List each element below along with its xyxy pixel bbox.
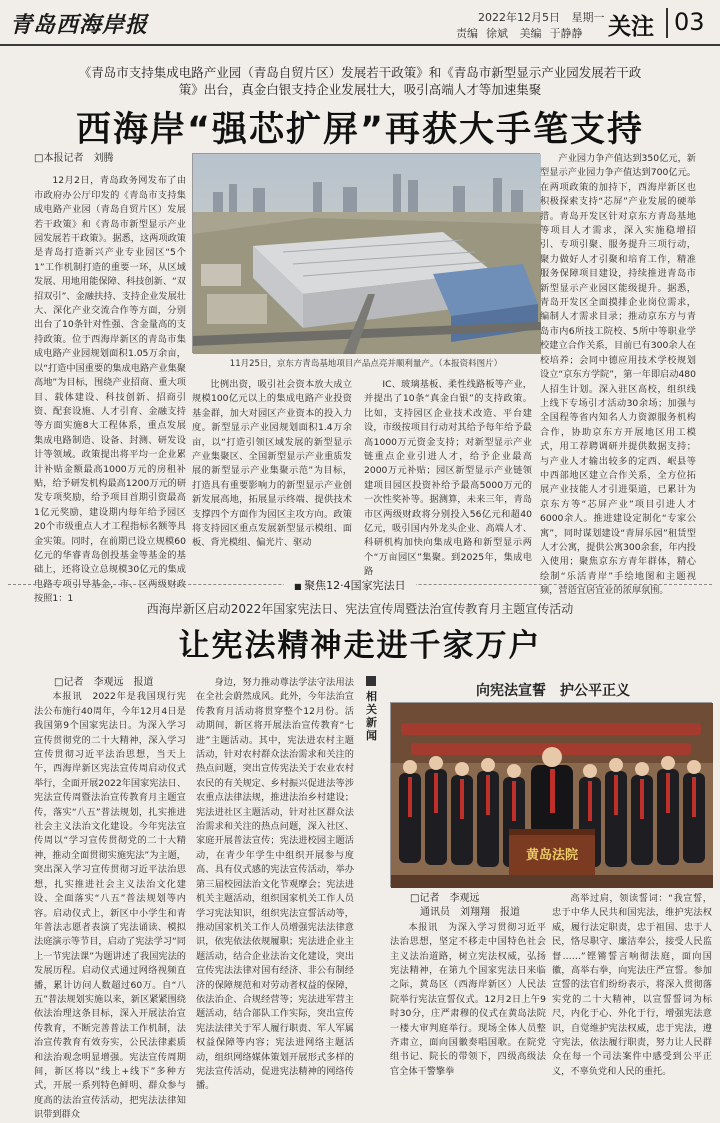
- story1-deck: 《青岛市支持集成电路产业园（青岛自贸片区）发展若干政策》和《青岛市新型显示产业园发展若干政策》出台，真金白银支持企业发展壮大，吸引高端人才等加速集聚: [78, 65, 642, 97]
- related-news-label: [366, 676, 380, 742]
- story1-title: 西海岸“强芯扩屏”再获大手笔支持: [75, 110, 644, 150]
- story2-col2-text: 身边，努力推动尊法学法守法用法在全社会蔚然成风。此外，今年法治宣传教育月活动将贯穿整个12月份。活动期间，新区将开展法治宣传教育“七进”主题活动。其中，宪法进农村主题活动，针对农村群众法治需求和关注的热点问题，突出宣传宪法关于农业农村农民的有关规定、乡村振兴促进法等涉农重点法律法规，推进法治乡村建设；宪法进社区主题活动，针对社区群众法治需求和关注的热点问题，深入社区、家庭开展普法宣传；宪法进校园主题活动，在青少年学生中组织开展参与度高、具有仪式感的宪法宣传活动，举办第三届校园法治文化节观摩会；宪法进机关主题活动，组织国家机关工作人员学习宪法知识，组织宪法宣誓活动等，推动国家机关工作人员增强宪法法律意识，依宪依法依规履职；宪法进企业主题活动，结合企业法治文化建设，突出宣传宪法法律对国有经济、非公有制经济的保障规范和对劳动者权益的保障，依法治企、合规经营等；宪法进军营主题活动，结合部队工作实际，突出宣传宪法法律关于军人履行职责、军人军属权益保障等内容；宪法进网络主题活动，组织网络媒体策划开展形式多样的宪法宣传活动，促进宪法精神的网络传播。: [196, 677, 354, 1092]
- story1-column-b: [192, 378, 352, 574]
- story2-sub-byline2: 通讯员 刘翔翔 报道: [420, 907, 520, 919]
- oath-ceremony-illustration: [391, 703, 713, 888]
- related-news-mark: [366, 676, 376, 686]
- factory-aerial-photo: [192, 153, 540, 353]
- related-news-text: 相关新闻: [366, 690, 377, 742]
- story1-colc-text: IC、玻璃基板、柔性线路板等产业，并提出了10条“真金白银”的支持政策。比如，支持园区企业技术改造、平台建设，市级按项目行动对其给予每年给予最高1000万元资金支持；对新型显示产业链重点企业引进人才，给予企业最高2000万元补贴；园区新型显示产业链领建项目园区投资补给予最高5000万元的一次性奖补等。据测算，未来三年，青岛市区两级财政将分别投入56亿元和超40亿元，吸引国内外龙头企业、高端人才、科研机构加快向集成电路和新型显示两个“万亩园区”集聚。到2025年，集成电路: [364, 379, 532, 578]
- paper-name: 青岛西海岸报: [10, 12, 149, 38]
- factory-aerial-illustration: [193, 154, 541, 354]
- editor-label: 责编: [456, 27, 478, 40]
- story2-subcol1-text: 本报讯 为深入学习贯彻习近平法治思想，坚定不移走中国特色社会主义法治道路，树立宪法权威，弘扬宪法精神，在第九个国家宪法日来临之际，黄岛区（西海岸新区）人民法院举行宪法宣誓仪式。12月2日上午9时30分，庄严肃穆的仪式在黄岛法院一楼大审判庭举行。现场全体人员整齐肃立，面向国徽奏唱国歌。在院党组书记、院长的带领下，四级高级法官全体干警擎拳: [390, 921, 546, 1077]
- court-sign: 黄岛法院: [525, 848, 579, 863]
- story2-col1-text: 本报讯 2022年是我国现行宪法公布施行40周年，今年12月4日是我国第9个国家宪法日。为深入学习宣传贯彻党的二十大精神，深入学习宣传贯彻习近平法治思想，当天上午，西海岸新区宪法宣传周启动仪式举行，全面开展2022年国家宪法日、宪法宣传周暨法治宣传教育月主题宣传，落实“八五”普法规划，扎实推进社会主义法治文化建设。今年宪法宣传周以“学习宣传贯彻党的二十大精神，推动全面贯彻实施宪法”为主题，突出深入学习宣传贯彻习近平法治思想，扎实推进社会主义法治文化建设、全面落实“八五”普法规划等内容。启动仪式上，新区中小学生和青年普法志愿者表演了宪法诵读、模拟法庭演示等节目，启动了宪法学习“同上一节宪法课”为题讲述了我国宪法的发展历程。启动仪式通过网络视频直播，累计访问人数超过60万。自“八五”普法规划实施以来，新区紧紧围绕依法治理这条目标，深入开展法治宣传教育，不断完善普法工作机制，法治宣传教育有效夯实，公民法律素质和法治观念明显增强。宪法宣传周期间，新区将以“线上+线下”多种方式，开展一系列特色鲜明、群众参与度高的法治宣传活动，把宪法法律知识带到群众: [34, 691, 187, 1121]
- story1-column-c: [364, 378, 532, 578]
- page-number: 03: [674, 8, 705, 36]
- story2-subcol2-text: 高举过肩，领读誓词：“我宣誓，忠于中华人民共和国宪法，维护宪法权威，履行法定职责，忠于祖国、忠于人民，恪尽职守、廉洁奉公，接受人民监督……”铿锵誓言响彻法庭，面向国徽，高举右拳，向宪法庄严宣誓。参加宣誓的法官们纷纷表示，将深入贯彻落实党的二十大精神，以宣誓誓词为标尺，内化于心、外化于行，增强宪法意识，自觉维护宪法权威，忠于宪法，遵守宪法，依法履行职责，努力让人民群众在每一个司法案件中感受到公平正义，不辜负党和人民的重托。: [552, 893, 712, 1077]
- issue-date: 2022年12月5日: [478, 11, 560, 24]
- oath-ceremony-photo: [390, 702, 712, 887]
- story2-column-2: [196, 676, 354, 1090]
- story2-deck: 西海岸新区启动2022年国家宪法日、宪法宣传周暨法治宣传教育月主题宣传活动: [146, 602, 574, 616]
- story1-column-1: [34, 152, 187, 605]
- editor-name: 徐斌: [486, 27, 508, 40]
- story2-byline: □记者 李观远 报道: [54, 677, 154, 688]
- editor-line: [456, 25, 591, 41]
- story2-title: 让宪法精神走进千家万户: [178, 628, 542, 664]
- story1-col1-text: 12月2日，青岛政务网发布了由市政府办公厅印发的《青岛市支持集成电路产业园（青岛自贸片区）发展若干政策》和《青岛市新型显示产业园发展若干政策》。据悉，这两项政策是青岛打造新兴产业专业园区“5个1”工作机制打造的重要一环，从区域发展、用地用能保障、科技创新、“双招双引”、金融扶持、支持企业发展壮大、深化产业交流合作等方面，分别出台了10条针对性强、含金量高的支持政策。位于西海岸新区的青岛市集成电路产业园规划面积1.05万余亩，以“打造中国重要的集成电路产业集聚高地”为目标，围绕产业招商、重大项目、载体建设、科技创新、招商引资、配套设施、人才引育、金融支持等方面实施8大工程体系，重点发展集成电路制造、设备、封测、研发设计等领域。政策提出将平均一企业累计补贴金额最高1000万元的房租补贴，给予研发机构最高1200万元的研发专项奖励，给予项目首期引资最高1亿元奖励，建设期内每年给予园区20个市级重点人才工程指标名额等具金实策。同时，在前期已设立规模60亿元的华睿青岛创投基金等基金的基础上，还将设立总规模30亿元的集成电路专项引导基金，市、区两级财政按照1：1: [34, 175, 187, 605]
- story1-column-right: [540, 152, 696, 597]
- topic-tag: ■ 聚焦12·4国家宪法日: [284, 577, 416, 593]
- story2-column-1: [34, 676, 187, 1121]
- designer-label: 美编: [519, 27, 542, 40]
- photo2-title: 向宪法宣誓 护公平正义: [476, 683, 630, 699]
- section-name: 关注: [608, 14, 654, 40]
- masthead-divider: [666, 8, 668, 38]
- story1-colright-text: 产业园力争产值达到350亿元，新型显示产业园力争产值达到700亿元。在两项政策的加持下，西海岸新区也积极探索支持“芯屏”产业发展的硬举措。青岛开发区针对京东方青岛基地等项目人才需求，深入实施稳增招引、专项引聚、服务提升三项行动，聚力做好人才引聚和培育工作，精准服务保障项目建设，持续推进青岛市新型显示产业园区能级提升。据悉，青岛开发区全面摸排企业岗位需求，编制人才需求目录；推动京东方与青岛市内6所技工院校、5所中等职业学校建立合作关系，目前已有300余人在校培养；会同中德应用技术学校规划设立“京东方学院”，第一年即启动480人招生计划。深入驻区高校，组织线上线下专场引才活动30余场；加强与全国程等省内知名人力资源服务机构合作，协助京东方开展地区用工模式，用工荐聘调研并提供数据支持；与产业人才输出较多的定西、岷县等中西部地区建立合作关系，全方位拓展产业技能人才引进渠道，已累计为京东方等“芯屏产业”项目引进人才6000余人。推进建设定制化“专家公寓”，同时谋划建设“青屏乐园”租赁型人才公寓，提供公寓300余套，年内投入使用；聚焦京东方青年群体，精心绘制“乐活青岸”手绘地图和主题视频，营造宜居宜业的浓厚氛围。: [540, 153, 696, 597]
- story2-sub-column-1: [390, 892, 546, 1090]
- designer-name: 于静静: [549, 27, 583, 40]
- story1-photo-caption: 11月25日，京东方青岛基地项目产品点亮并顺利量产。（本报资料图片）: [229, 359, 503, 369]
- story1-colb-text: 比例出资，吸引社会资本放大成立规模100亿元以上的集成电路产业投资基金群，加大对园区产业资本的投入力度。新型显示产业园规划面积1.4万余亩，以“打造引领区域发展的新型显示产业集聚区、全国新型显示产业重质发展的新型显示产业集聚示范”为目标，打造具有重要影响力的新型显示产业创新发展高地，拓展显示终端、提供技术支撑四个方面作为园区主攻方向。政策将支持园区重点发展新型显示模组、面板、背光模组、偏光片、驱动: [192, 379, 352, 549]
- story2-sub-byline1: □记者 李观远: [410, 893, 480, 904]
- issue-date-line: [478, 9, 613, 25]
- masthead: [0, 0, 720, 46]
- story2-sub-column-2: [552, 892, 712, 1090]
- issue-weekday: 星期一: [571, 11, 605, 24]
- story1-byline: □本报记者 刘腾: [34, 153, 114, 164]
